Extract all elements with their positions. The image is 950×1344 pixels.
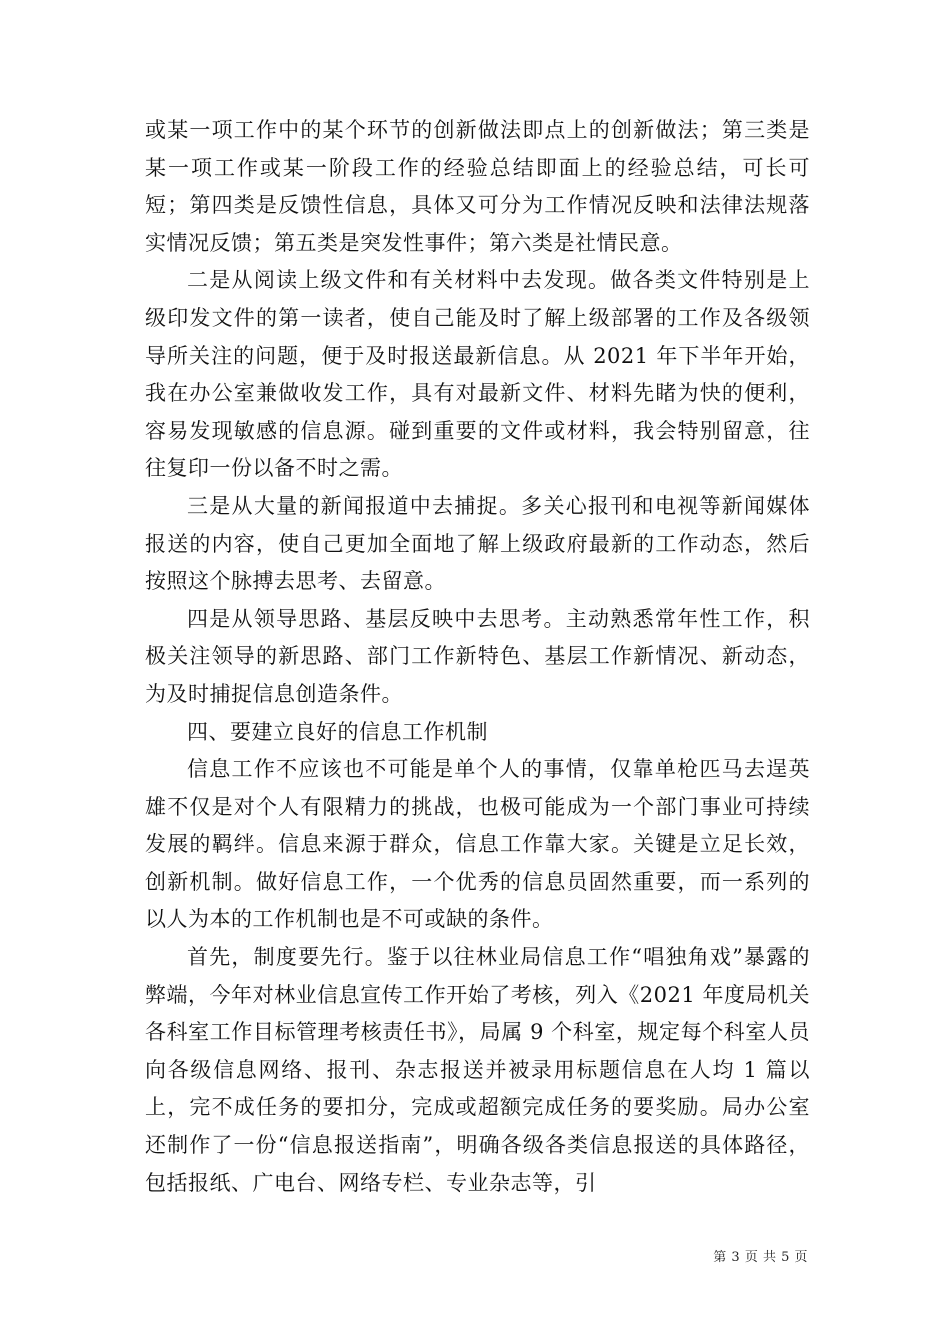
paragraph-2: 二是从阅读上级文件和有关材料中去发现。做各类文件特别是上级印发文件的第一读者，使自己能及时了解上级部署的工作及各级领导所关注的问题，便于及时报送最新信息。从 2021 年下半年开始，我在办公室兼做收发工作，具有对最新文件、材料先睹为快的便利，容易发现敏感的信息源。碰到重要的文件或材料，我会特别留意，往往复印一份以备不时之需。: [145, 268, 810, 481]
paragraph-6: 首先，制度要先行。鉴于以往林业局信息工作“唱独角戏”暴露的弊端，今年对林业信息宣传工作开始了考核，列入《2021 年度局机关各科室工作目标管理考核责任书》，局属 9 个科室，规定每个科室人员向各级信息网络、报刊、杂志报送并被录用标题信息在人均 1 篇以上，完不成任务的要扣分，完成或超额完成任务的要奖励。局办公室还制作了一份“信息报送指南”，明确各级各类信息报送的具体路径，包括报纸、广电台、网络专栏、专业杂志等，引: [145, 945, 810, 1195]
document-body: [145, 112, 810, 1202]
paragraph-3: 三是从大量的新闻报道中去捕捉。多关心报刊和电视等新闻媒体报送的内容，使自己更加全面地了解上级政府最新的工作动态，然后按照这个脉搏去思考、去留意。: [145, 493, 810, 594]
page-number-footer: 第 3 页 共 5 页: [713, 1250, 808, 1265]
paragraph-5: 信息工作不应该也不可能是单个人的事情，仅靠单枪匹马去逞英雄不仅是对个人有限精力的挑战，也极可能成为一个部门事业可持续发展的羁绊。信息来源于群众，信息工作靠大家。关键是立足长效，创新机制。做好信息工作，一个优秀的信息员固然重要，而一系列的以人为本的工作机制也是不可或缺的条件。: [145, 757, 810, 932]
paragraph-4: 四是从领导思路、基层反映中去思考。主动熟悉常年性工作，积极关注领导的新思路、部门工作新特色、基层工作新情况、新动态，为及时捕捉信息创造条件。: [145, 606, 810, 706]
paragraph-1: 或某一项工作中的某个环节的创新做法即点上的创新做法；第三类是某一项工作或某一阶段工作的经验总结即面上的经验总结，可长可短；第四类是反馈性信息，具体又可分为工作情况反映和法律法规落实情况反馈；第五类是突发性事件；第六类是社情民意。: [145, 118, 810, 255]
section-heading: 四、要建立良好的信息工作机制: [187, 719, 488, 744]
